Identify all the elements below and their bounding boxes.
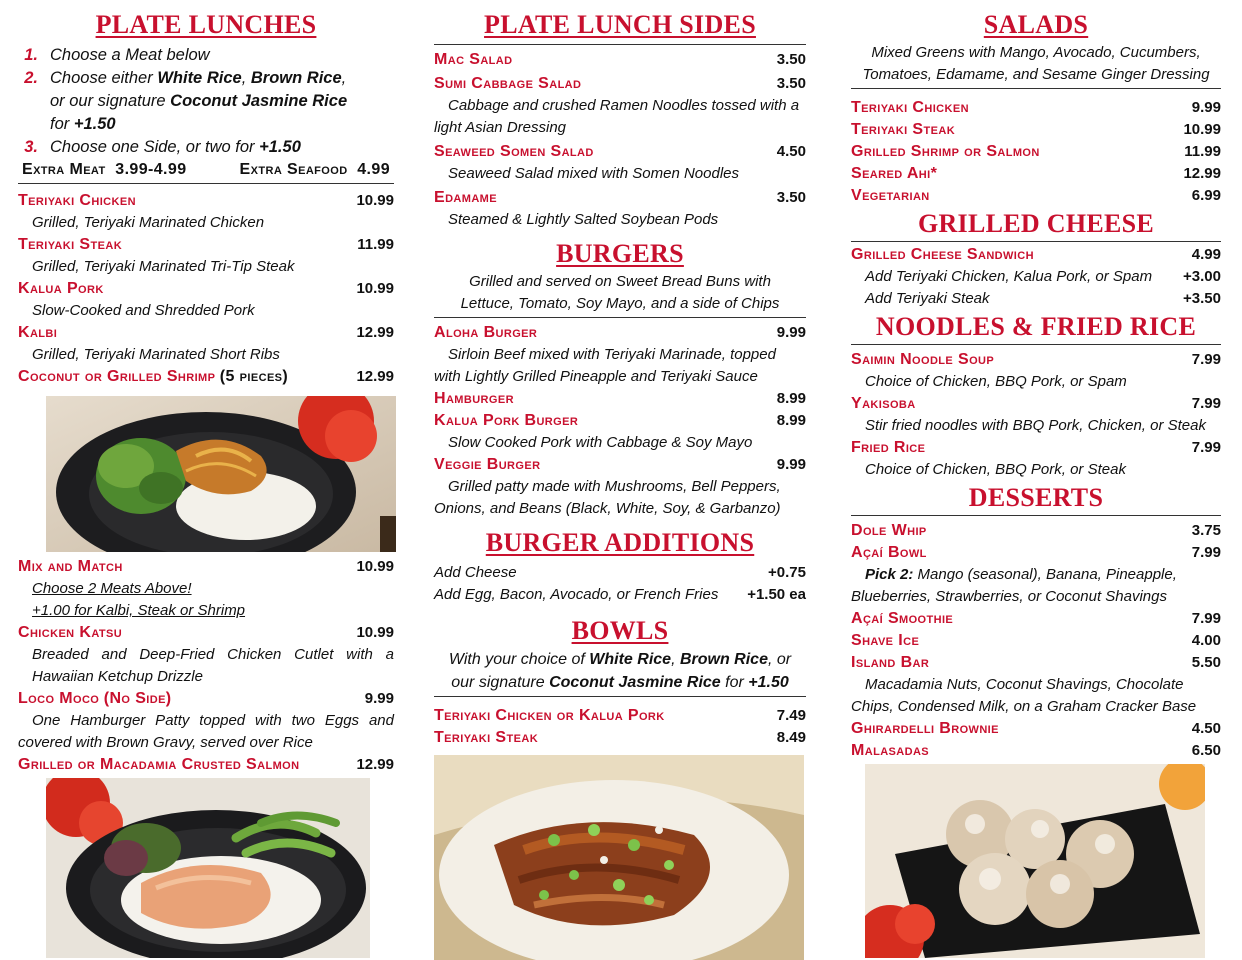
menu-item: Grilled or Macadamia Crusted Salmon 12.99 xyxy=(18,756,394,773)
menu-item: Seared Ahi* 12.99 xyxy=(851,165,1221,182)
burger-additions-list xyxy=(434,562,806,606)
menu-item: Hamburger 8.99 xyxy=(434,390,806,407)
menu-item: Teriyaki Chicken or Kalua Pork 7.49 xyxy=(434,707,806,724)
malasadas-image xyxy=(865,764,1205,958)
extra-seafood-price: 4.99 xyxy=(357,161,390,178)
item-description: Pick 2: Mango (seasonal), Banana, Pineapple, Blueberries, Strawberries, or Coconut Shavings xyxy=(851,566,1177,605)
extra-meat-row xyxy=(18,159,394,184)
menu-item: Mac Salad 3.50 xyxy=(434,51,806,68)
extra-seafood-label: Extra Seafood xyxy=(239,161,348,178)
menu-item: Grilled Cheese Sandwich 4.99 xyxy=(851,246,1221,263)
divider xyxy=(851,344,1221,345)
step-2: 2. Choose either White Rice, Brown Rice, or our signature Coconut Jasmine Rice for +1.50 xyxy=(24,69,348,133)
teriyaki-bowl-photo xyxy=(434,755,804,960)
addition-item: Add Egg, Bacon, Avocado, or French Fries +1.50 ea xyxy=(434,586,806,603)
salmon-plate-photo xyxy=(46,778,370,958)
item-description: Sirloin Beef mixed with Teriyaki Marinade, topped with Lightly Grilled Pineapple and Teriyaki Sauce xyxy=(434,346,776,385)
menu-item: Teriyaki Chicken 9.99 xyxy=(851,99,1221,116)
addition-item: Add Cheese +0.75 xyxy=(434,564,806,581)
addition-item: Add Teriyaki Chicken, Kalua Pork, or Spam +3.00 xyxy=(865,268,1221,285)
menu-item: Vegetarian 6.99 xyxy=(851,187,1221,204)
divider xyxy=(434,696,806,697)
malasadas-photo xyxy=(865,764,1205,958)
item-description: Cabbage and crushed Ramen Noodles tossed with a light Asian Dressing xyxy=(434,97,800,136)
plate-lunch-steps xyxy=(18,44,394,159)
burger-items xyxy=(434,322,806,520)
plate-lunches-title: PLATE LUNCHES xyxy=(95,10,317,39)
item-description: Choose 2 Meats Above! xyxy=(32,580,192,597)
item-description: Macadamia Nuts, Coconut Shavings, Chocolate Chips, Condensed Milk, on a Graham Cracker Base xyxy=(851,676,1197,715)
divider xyxy=(851,88,1221,89)
grilled-cheese-items xyxy=(851,244,1221,310)
shrimp-plate-photo xyxy=(46,396,396,552)
menu-item: Kalua Pork Burger 8.99 xyxy=(434,412,806,429)
menu-item: Saimin Noodle Soup 7.99 xyxy=(851,351,1221,368)
menu-item: Kalua Pork 10.99 xyxy=(18,280,394,297)
menu-item: Island Bar 5.50 xyxy=(851,654,1221,671)
item-description: Choice of Chicken, BBQ Pork, or Steak xyxy=(865,461,1126,478)
bowls-title: BOWLS xyxy=(571,616,669,645)
menu-item: Shave Ice 4.00 xyxy=(851,632,1221,649)
noodles-title: NOODLES & FRIED RICE xyxy=(875,312,1197,341)
menu-item: Teriyaki Steak 11.99 xyxy=(18,236,394,253)
menu-item: Veggie Burger 9.99 xyxy=(434,456,806,473)
extra-meat-label: Extra Meat xyxy=(22,161,106,178)
menu-item: Fried Rice 7.99 xyxy=(851,439,1221,456)
item-description: One Hamburger Patty topped with two Eggs and covered with Brown Gravy, served over Rice xyxy=(18,712,394,751)
item-description: Steamed & Lightly Salted Soybean Pods xyxy=(448,211,719,228)
menu-item: Coconut or Grilled Shrimp (5 pieces) 12.99 xyxy=(18,368,394,385)
item-description: Slow Cooked Pork with Cabbage & Soy Mayo xyxy=(448,434,753,451)
menu-item: Ghirardelli Brownie 4.50 xyxy=(851,720,1221,737)
desserts-title: DESSERTS xyxy=(968,483,1104,512)
menu-item: Mix and Match 10.99 xyxy=(18,558,394,575)
menu-item: Chicken Katsu 10.99 xyxy=(18,624,394,641)
menu-item: Edamame 3.50 xyxy=(434,189,806,206)
item-description: Grilled patty made with Mushrooms, Bell Peppers, Onions, and Beans (Black, White, Soy, & Garbanzo) xyxy=(434,478,781,517)
menu-item: Aloha Burger 9.99 xyxy=(434,324,806,341)
bowls-intro: With your choice of White Rice, Brown Rice, or our signature Coconut Jasmine Rice for +1.50 xyxy=(448,651,792,691)
menu-item: Malasadas 6.50 xyxy=(851,742,1221,759)
plate-lunch-items-2 xyxy=(18,556,394,776)
menu-item: Grilled Shrimp or Salmon 11.99 xyxy=(851,143,1221,160)
menu-item: Teriyaki Steak 8.49 xyxy=(434,729,806,746)
step-3: 3. Choose one Side, or two for +1.50 xyxy=(24,138,301,156)
divider xyxy=(434,317,806,318)
salad-items xyxy=(851,97,1221,207)
grilled-cheese-title: GRILLED CHEESE xyxy=(917,209,1155,238)
item-description: Grilled, Teriyaki Marinated Tri-Tip Steak xyxy=(32,258,295,275)
plate-lunch-items xyxy=(18,190,394,388)
menu-item: Kalbi 12.99 xyxy=(18,324,394,341)
plate-lunches-column xyxy=(18,8,394,958)
salads-title: SALADS xyxy=(983,10,1089,39)
teriyaki-bowl-image xyxy=(434,755,804,960)
item-description: Stir fried noodles with BBQ Pork, Chicken, or Steak xyxy=(865,417,1206,434)
noodle-items xyxy=(851,349,1221,481)
extra-meat-price: 3.99-4.99 xyxy=(115,161,187,178)
salads-desserts-column xyxy=(851,8,1221,958)
menu-item: Loco Moco (No Side) 9.99 xyxy=(18,690,394,707)
divider xyxy=(851,515,1221,516)
menu-item: Teriyaki Steak 10.99 xyxy=(851,121,1221,138)
item-description: Seaweed Salad mixed with Somen Noodles xyxy=(448,165,739,182)
shrimp-plate-image xyxy=(46,396,396,552)
sides-burgers-column xyxy=(434,8,806,960)
salads-intro: Mixed Greens with Mango, Avocado, Cucumbers, Tomatoes, Edamame, and Sesame Ginger Dressing xyxy=(862,44,1210,83)
menu-item: Dole Whip 3.75 xyxy=(851,522,1221,539)
menu-item: Teriyaki Chicken 10.99 xyxy=(18,192,394,209)
item-description: Choice of Chicken, BBQ Pork, or Spam xyxy=(865,373,1127,390)
menu-item: Açaí Smoothie 7.99 xyxy=(851,610,1221,627)
burgers-title: BURGERS xyxy=(556,239,684,268)
addition-item: Add Teriyaki Steak +3.50 xyxy=(865,290,1221,307)
item-description: +1.00 for Kalbi, Steak or Shrimp xyxy=(32,602,246,619)
menu-item: Sumi Cabbage Salad 3.50 xyxy=(434,75,806,92)
menu-item: Açaí Bowl 7.99 xyxy=(851,544,1221,561)
item-description: Slow-Cooked and Shredded Pork xyxy=(32,302,255,319)
burger-additions-title: BURGER ADDITIONS xyxy=(485,528,755,557)
menu-item: Yakisoba 7.99 xyxy=(851,395,1221,412)
bowl-items xyxy=(434,705,806,749)
menu-item: Seaweed Somen Salad 4.50 xyxy=(434,143,806,160)
item-description: Grilled, Teriyaki Marinated Chicken xyxy=(32,214,265,231)
sides-items xyxy=(434,49,806,231)
item-description: Breaded and Deep-Fried Chicken Cutlet with a Hawaiian Ketchup Drizzle xyxy=(32,646,394,685)
plate-lunch-sides-title: PLATE LUNCH SIDES xyxy=(484,10,756,39)
dessert-items xyxy=(851,520,1221,762)
divider xyxy=(434,44,806,45)
burgers-intro: Grilled and served on Sweet Bread Buns with Lettuce, Tomato, Soy Mayo, and a side of Chips xyxy=(460,273,780,312)
step-1: 1. Choose a Meat below xyxy=(24,46,210,64)
item-description: Grilled, Teriyaki Marinated Short Ribs xyxy=(32,346,280,363)
divider xyxy=(851,241,1221,242)
salmon-plate-image xyxy=(46,778,370,958)
